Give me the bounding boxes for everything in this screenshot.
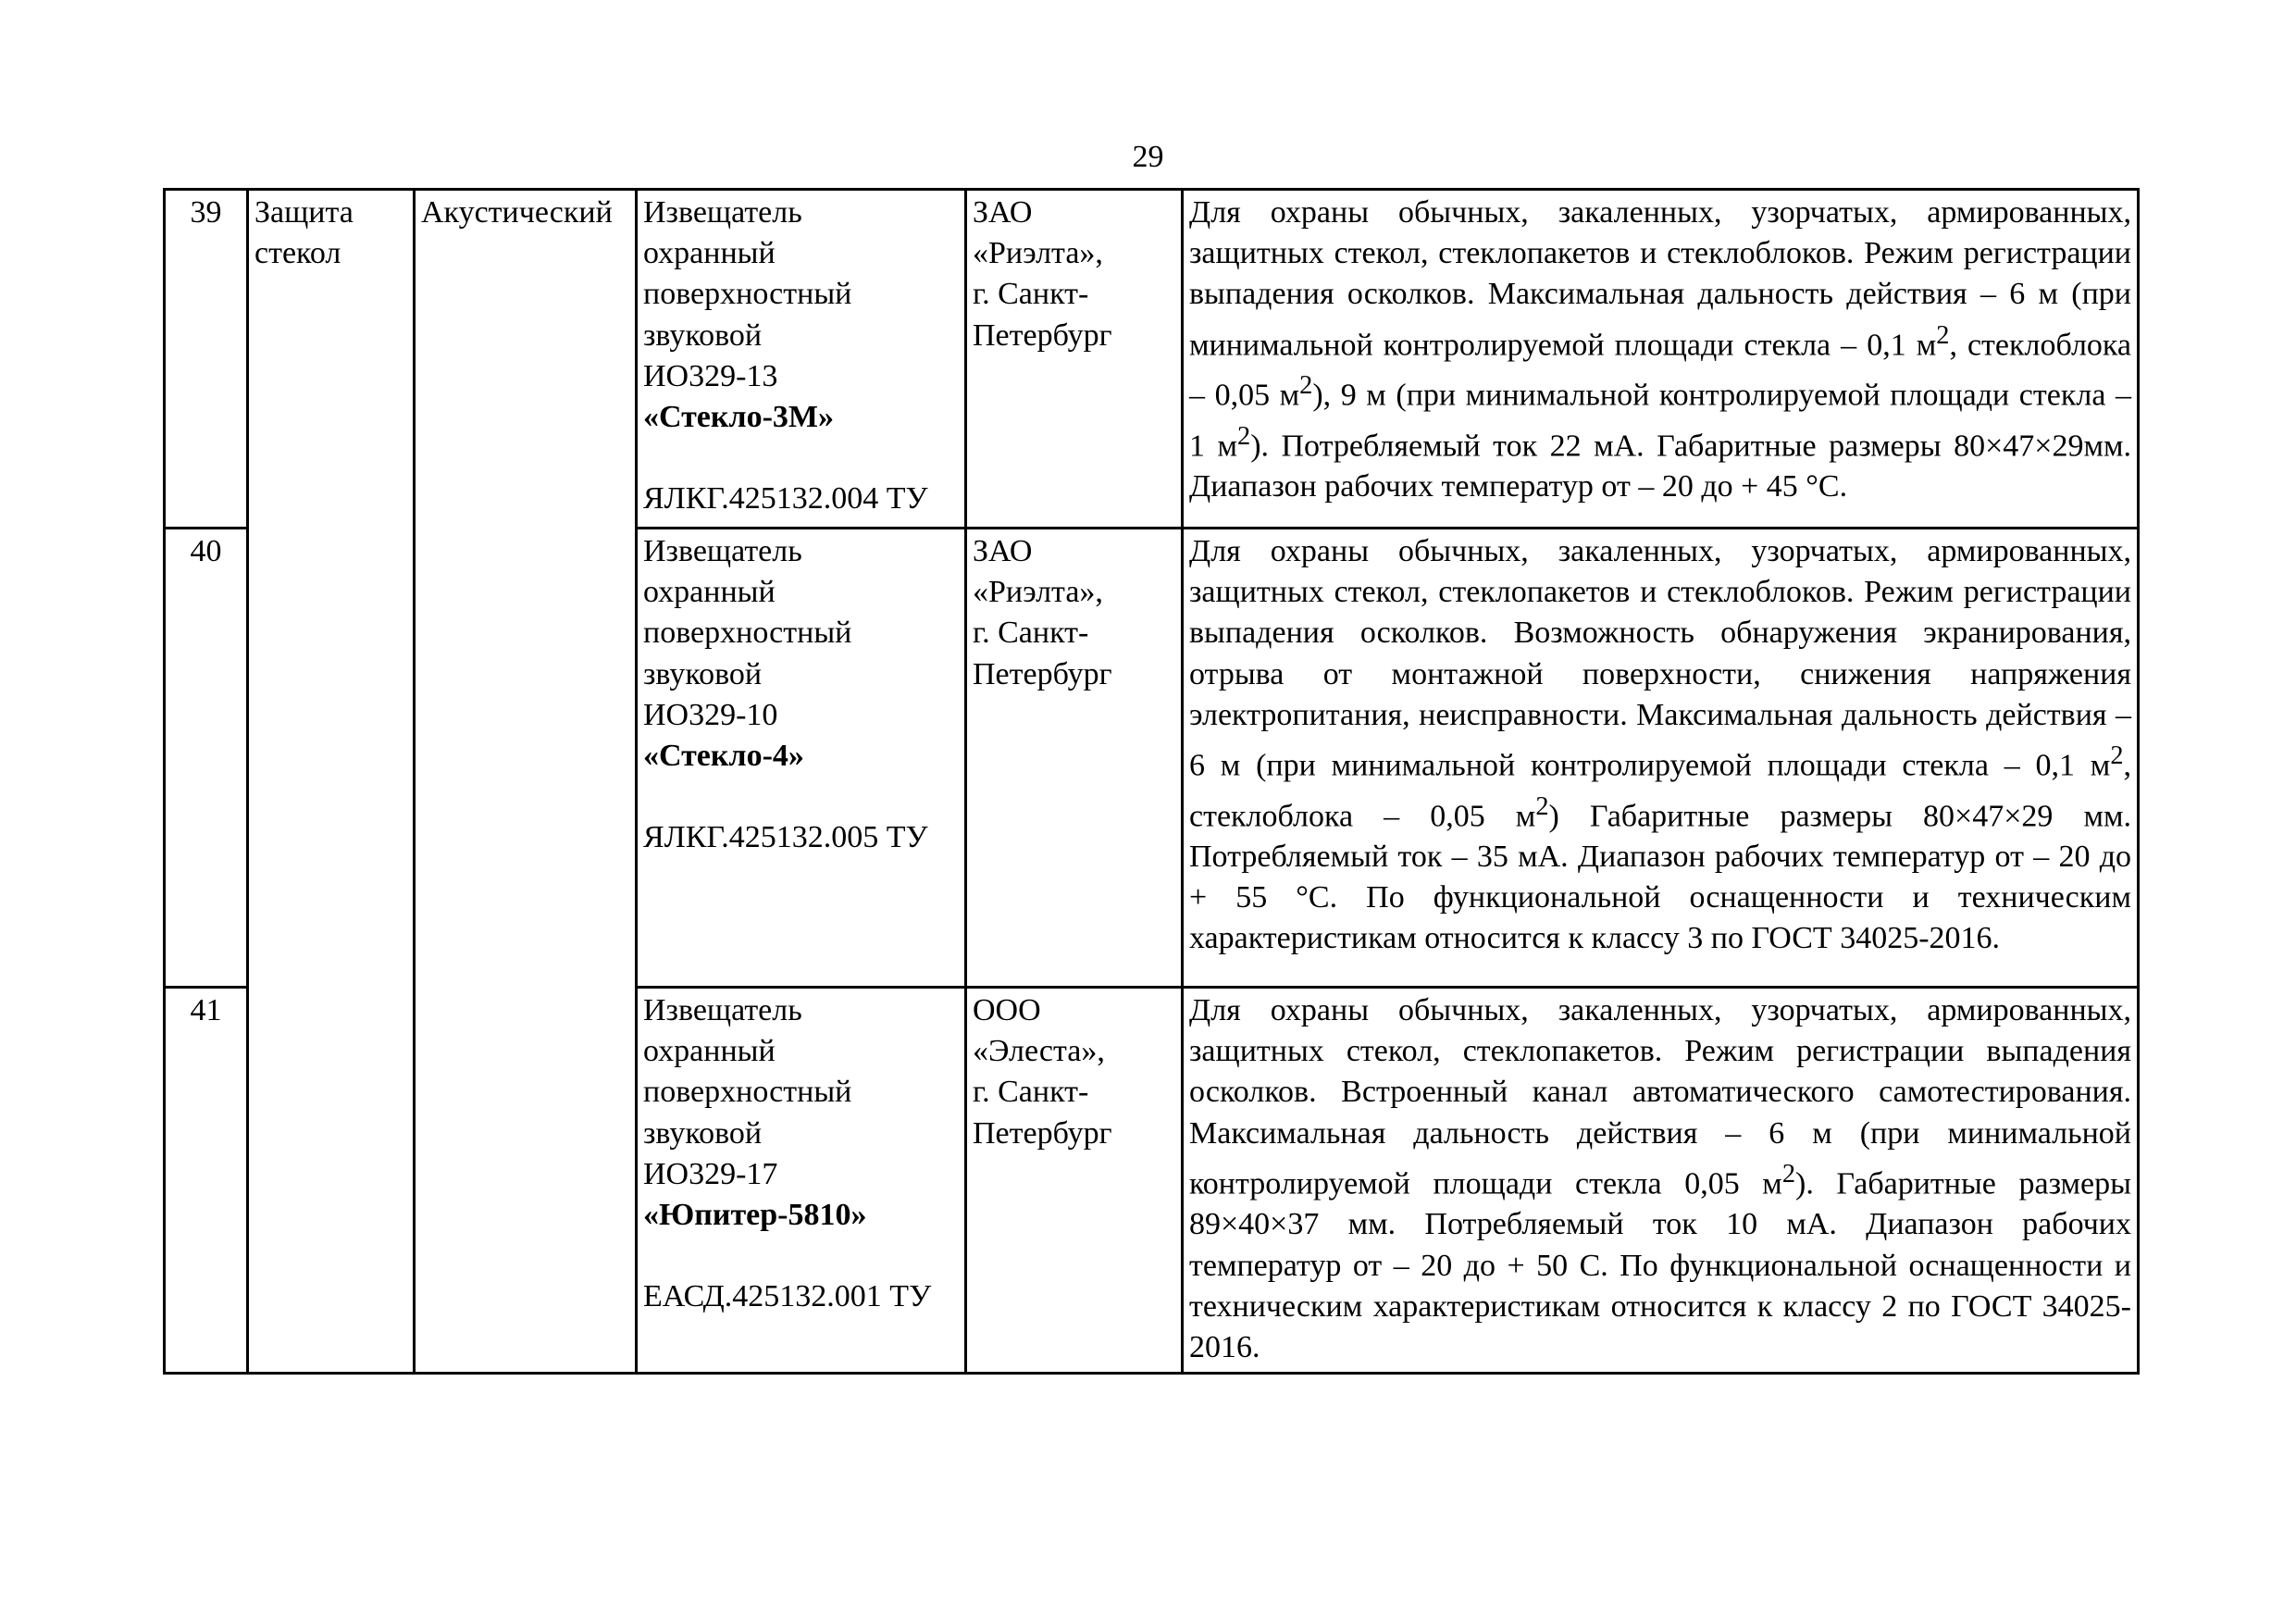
manufacturer-line: «Элеста»,: [973, 1034, 1105, 1069]
row-number: 40: [165, 529, 248, 988]
description-cell: [1183, 190, 2139, 529]
description-text: , стеклоблока – 0,05 м: [1189, 748, 2131, 833]
device-name-line: звуковой: [643, 317, 763, 353]
description-cell: [1183, 988, 2139, 1374]
manufacturer-line: Петербург: [973, 656, 1112, 691]
row-number: 39: [165, 190, 248, 529]
superscript: 2: [2110, 741, 2124, 771]
device-name-line: поверхностный: [643, 277, 852, 312]
device-spec: ЕАСД.425132.001 ТУ: [643, 1279, 932, 1314]
device-model: «Юпитер-5810»: [643, 1198, 867, 1233]
category-cell: [248, 190, 415, 1374]
device-model: «Стекло-3М»: [643, 400, 834, 435]
table-row: [165, 190, 2139, 529]
manufacturer-cell: [966, 529, 1183, 988]
description-text: ). Потребляемый ток 22 мА. Габаритные размеры 80×47×29мм. Диапазон рабочих температур от – 20 до + 45 °С.: [1189, 429, 2131, 504]
device-spec: ЯЛКГ.425132.004 ТУ: [643, 481, 928, 517]
device-model: «Стекло-4»: [643, 739, 804, 774]
manufacturer-line: Петербург: [973, 1115, 1112, 1151]
manufacturer-line: г. Санкт-: [973, 277, 1089, 312]
method-cell: Акустический: [415, 190, 637, 1374]
device-name-line: ИО329-10: [643, 697, 778, 732]
device-name-line: охранный: [643, 1034, 776, 1069]
device-name-line: поверхностный: [643, 616, 852, 651]
category-line: стекол: [254, 236, 341, 271]
description-text: Для охраны обычных, закаленных, узорчатых, армированных, защитных стекол, стеклопакетов. Режим регистрации выпадения осколков. Встроенный канал автоматического самотестирования. Максимальная дальность действия – 6 м (при минимальной контролируемой площади стекла 0,05 м: [1189, 993, 2131, 1201]
device-name-line: звуковой: [643, 656, 763, 691]
category-line: Защита: [254, 195, 354, 230]
device-name-line: охранный: [643, 575, 776, 610]
manufacturer-line: ООО: [973, 993, 1041, 1027]
device-name-cell: [637, 190, 966, 529]
spacer: [643, 438, 959, 479]
description-text: ) Габаритные размеры 80×47×29 мм. Потребляемый ток – 35 мА. Диапазон рабочих температур от – 20 до + 55 °С. По функциональной оснащенности и техническим характеристикам относится к классу 3 по ГОСТ 34025-2016.: [1189, 798, 2131, 956]
device-name-line: ИО329-13: [643, 358, 778, 393]
description-text: ). Габаритные размеры 89×40×37 мм. Потребляемый ток 10 мА. Диапазон рабочих температур от – 20 до + 50 С. По функциональной оснащенности и техническим характеристикам относится к классу 2 по ГОСТ 34025-2016.: [1189, 1166, 2131, 1364]
description-text: , стеклоблока – 0,05 м: [1189, 327, 2132, 413]
device-spec: ЯЛКГ.425132.005 ТУ: [643, 820, 928, 855]
page-number: 29: [1132, 140, 1164, 174]
manufacturer-cell: [966, 190, 1183, 529]
device-name-line: Извещатель: [643, 534, 802, 568]
superscript: 2: [1781, 1159, 1795, 1189]
device-name-line: ИО329-17: [643, 1156, 778, 1191]
manufacturer-line: ЗАО: [973, 195, 1033, 230]
superscript: 2: [1237, 421, 1251, 451]
spacer: [643, 1236, 959, 1276]
device-name-line: охранный: [643, 236, 776, 271]
manufacturer-line: г. Санкт-: [973, 616, 1089, 651]
manufacturer-line: Петербург: [973, 317, 1112, 353]
manufacturer-line: ЗАО: [973, 534, 1033, 568]
device-name-cell: [637, 988, 966, 1374]
superscript: 2: [1535, 791, 1549, 821]
description-text: Для охраны обычных, закаленных, узорчатых, армированных, защитных стекол, стеклопакетов и стеклоблоков. Режим регистрации выпадения осколков. Возможность обнаружения экранирования, отрыва от монтажной поверхности, снижения напряжения электропитания, неисправности. Максимальная дальность действия – 6 м (при минимальной контролируемой площади стекла – 0,1 м: [1189, 534, 2131, 783]
device-name-line: поверхностный: [643, 1075, 852, 1110]
device-name-line: Извещатель: [643, 195, 802, 230]
manufacturer-line: «Риэлта»,: [973, 575, 1103, 610]
row-number: 41: [165, 988, 248, 1374]
device-name-line: Извещатель: [643, 993, 802, 1027]
description-cell: [1183, 529, 2139, 988]
manufacturer-line: «Риэлта»,: [973, 236, 1103, 271]
detector-registry-table: [163, 188, 2140, 1375]
superscript: 2: [1299, 371, 1313, 401]
device-name-line: звуковой: [643, 1115, 763, 1151]
device-name-cell: [637, 529, 966, 988]
manufacturer-cell: [966, 988, 1183, 1374]
manufacturer-line: г. Санкт-: [973, 1075, 1089, 1110]
description-text: Для охраны обычных, закаленных, узорчатых, армированных, защитных стекол, стеклопакетов и стеклоблоков. Режим регистрации выпадения осколков. Максимальная дальность действия – 6 м (при минимальной контролируемой площади стекла – 0,1 м: [1189, 195, 2131, 362]
spacer: [643, 777, 959, 817]
superscript: 2: [1936, 320, 1950, 350]
description-text: ), 9 м (при минимальной контролируемой площади стекла – 1 м: [1189, 378, 2131, 463]
